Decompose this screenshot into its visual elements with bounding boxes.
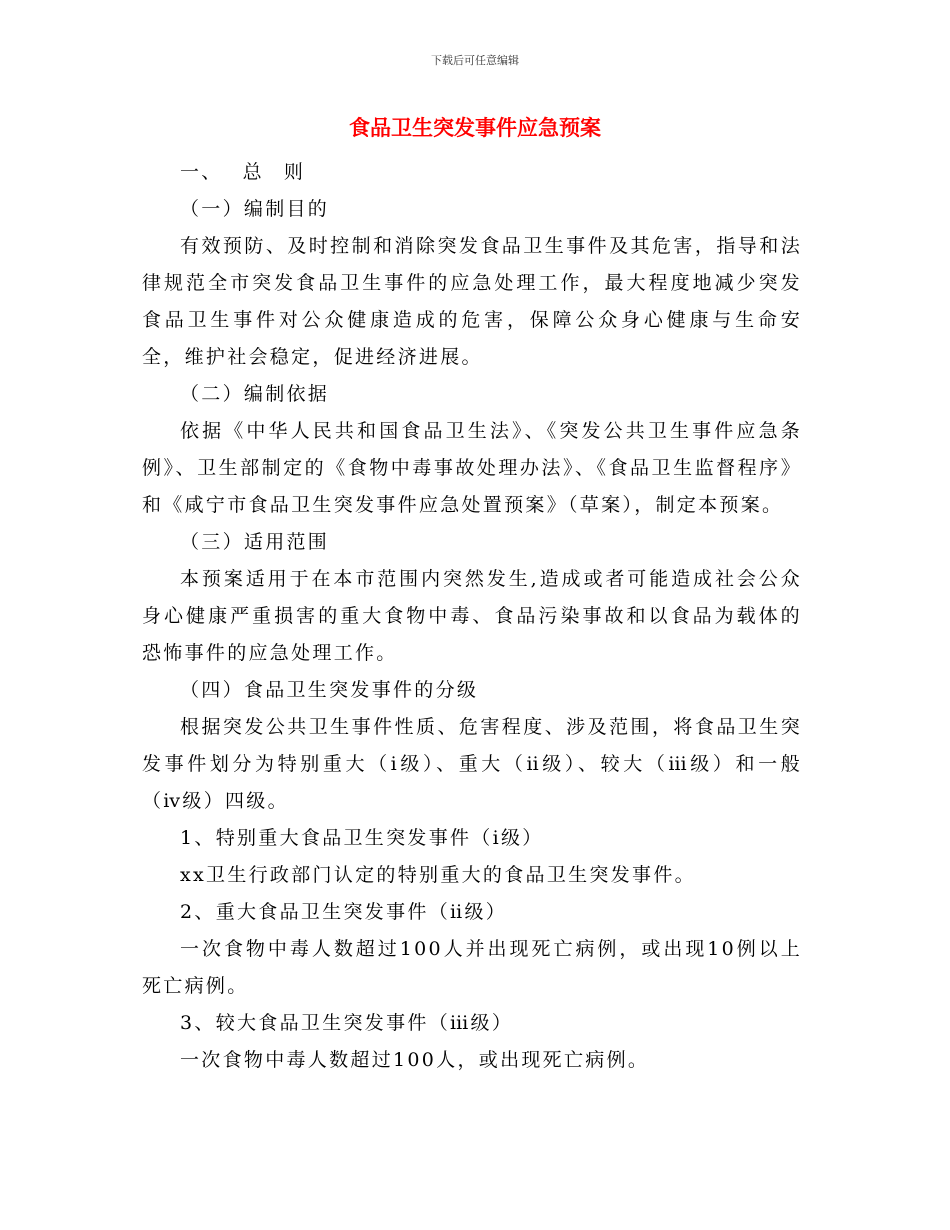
header-note: 下载后可任意编辑 — [431, 54, 519, 67]
item-level-2-text: 一次食物中毒人数超过100人并出现死亡病例，或出现10例以上死亡病例。 — [142, 938, 802, 997]
subheading-scope: （三）适用范围 — [180, 531, 330, 553]
paragraph-basis: 依据《中华人民共和国食品卫生法》、《突发公共卫生事件应急条例》、卫生部制定的《食物中毒事故处理办法》、《食品卫生监督程序》和《咸宁市食品卫生突发事件应急处置预案》（草案），制定本预案。 — [142, 420, 802, 516]
item-level-3-text: 一次食物中毒人数超过100人，或出现死亡病例。 — [180, 1049, 650, 1071]
subheading-classification: （四）食品卫生突发事件的分级 — [180, 679, 479, 701]
item-level-1-heading: 1、特别重大食品卫生突发事件（ⅰ级） — [180, 827, 544, 849]
item-level-3-heading: 3、较大食品卫生突发事件（ⅲ级） — [180, 1012, 514, 1034]
section-heading-char: 则 — [283, 161, 306, 183]
section-heading-general — [142, 154, 802, 191]
item-level-1-text: xx卫生行政部门认定的特别重大的食品卫生突发事件。 — [180, 864, 696, 886]
subheading-purpose: （一）编制目的 — [180, 198, 330, 220]
paragraph-purpose: 有效预防、及时控制和消除突发食品卫生事件及其危害，指导和法律规范全市突发食品卫生事件的应急处理工作，最大程度地减少突发食品卫生事件对公众健康造成的危害，保障公众身心健康与生命安全，维护社会稳定，促进经济进展。 — [142, 235, 802, 368]
paragraph-scope: 本预案适用于在本市范围内突然发生,造成或者可能造成社会公众身心健康严重损害的重大食物中毒、食品污染事故和以食品为载体的恐怖事件的应急处理工作。 — [142, 568, 802, 664]
item-level-2-heading: 2、重大食品卫生突发事件（ⅱ级） — [180, 901, 508, 923]
section-heading-char: 总 — [242, 161, 264, 183]
paragraph-classification: 根据突发公共卫生事件性质、危害程度、涉及范围，将食品卫生突发事件划分为特别重大（ⅰ级）、重大（ⅱ级）、较大（ⅲ级）和一般（ⅳ级）四级。 — [142, 716, 802, 812]
subheading-basis: （二）编制依据 — [180, 383, 330, 405]
section-number: 一、 — [180, 161, 223, 183]
document-body — [142, 154, 802, 1079]
document-title: 食品卫生突发事件应急预案 — [349, 115, 601, 140]
